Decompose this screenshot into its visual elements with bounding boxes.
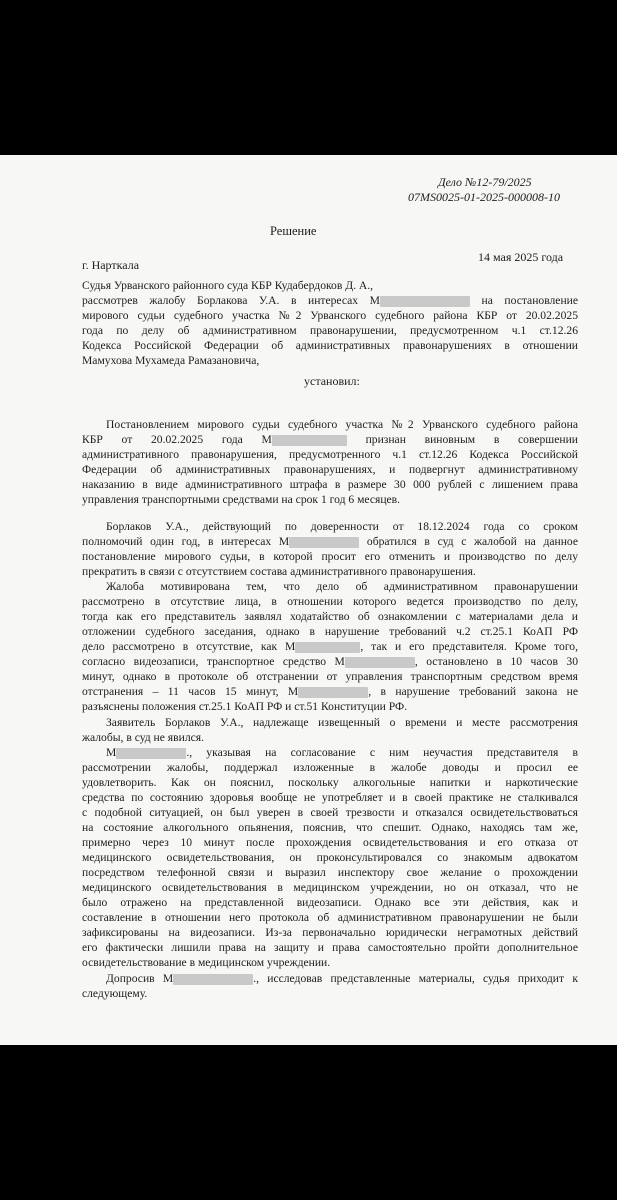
text-fragment: на постановление	[469, 294, 579, 307]
text-line	[82, 745, 578, 760]
text-line	[82, 699, 578, 714]
text-line	[82, 417, 578, 432]
text-fragment: года по делу об административном правонарушении, предусмотренном ч.1 ст.12.26	[82, 324, 578, 337]
text-fragment: административного правонарушения, предусмотренного ч.1 ст.12.26 Кодекса Российской	[82, 448, 578, 461]
text-line	[82, 910, 578, 925]
text-line	[82, 278, 578, 293]
text-fragment: , остановлено в 10 часов 30	[414, 655, 578, 668]
text-fragment: ., указывая на согласование с ним неучастия представителя в	[186, 746, 578, 759]
text-fragment: дело рассмотрено в отсутствие, как М	[82, 640, 296, 653]
text-line	[82, 684, 578, 699]
text-fragment: рассмотрено в отсутствие лица, в отношении которого ведется производство по делу,	[82, 595, 578, 608]
text-fragment: его фактически лишили права на защиту и права самостоятельно пройти дополнительное	[82, 941, 578, 954]
text-line	[82, 477, 578, 492]
text-line	[82, 624, 578, 639]
text-line	[82, 338, 578, 353]
text-line	[82, 820, 578, 835]
text-fragment: Борлаков У.А., действующий по доверенности от 18.12.2024 года со сроком	[106, 520, 578, 533]
text-fragment: освидетельствование в медицинском учреждении.	[82, 956, 331, 969]
text-line	[82, 925, 578, 940]
text-fragment: Мамухова Мухамеда Рамазановича,	[82, 354, 260, 367]
text-line	[82, 549, 578, 564]
text-line	[82, 432, 578, 447]
text-line	[82, 579, 578, 594]
text-line	[82, 462, 578, 477]
text-fragment: Допросив М	[106, 972, 174, 985]
text-fragment: полномочий один год, в интересах М	[82, 535, 290, 548]
text-fragment: КБР от 20.02.2025 года М	[82, 433, 272, 446]
text-line	[82, 534, 578, 549]
text-line	[82, 850, 578, 865]
redacted-name	[298, 687, 368, 698]
text-fragment: минут, однако в протоколе об отстранении от управления транспортным средством время	[82, 670, 578, 683]
text-line	[82, 880, 578, 895]
text-fragment: М	[106, 746, 117, 759]
text-fragment: рассмотрев жалобу Борлакова У.А. в интересах М	[82, 294, 380, 307]
text-fragment: наказанию в виде административного штрафа в размере 30 000 рублей с лишением права	[82, 478, 578, 491]
text-line	[82, 835, 578, 850]
text-fragment: на состояние алкогольного опьянения, пояснив, что спешит. Однако, находясь там же,	[82, 821, 578, 834]
text-line	[82, 730, 578, 745]
text-fragment: жалобы, в суд не явился.	[82, 731, 204, 744]
text-fragment: постановление мирового судьи, в которой просит его отменить и производство по делу	[82, 550, 578, 563]
text-fragment: отложении судебного заседания, однако в нарушение требований ч.2 ст.25.1 КоАП РФ	[82, 625, 578, 638]
text-line	[82, 760, 578, 775]
text-line	[82, 323, 578, 338]
text-line	[82, 609, 578, 624]
text-line	[82, 865, 578, 880]
text-fragment: согласно видеозаписи, транспортное средство М	[82, 655, 345, 668]
text-fragment: отстранения – 11 часов 15 минут, М	[82, 685, 299, 698]
redacted-name	[295, 642, 360, 653]
text-fragment: Кодекса Российской Федерации об административных правонарушениях в отношении	[82, 339, 578, 352]
text-fragment: было отражено на представленной видеозаписи. Однако все эти действия, как и	[82, 896, 578, 909]
text-line	[82, 654, 578, 669]
case-number: Дело №12-79/2025	[438, 175, 532, 189]
text-fragment: , в нарушение требований закона не	[368, 685, 578, 698]
text-fragment: медицинского освидетельствования, он проконсультировался со знакомым адвокатом	[82, 851, 578, 864]
text-fragment: Федерации об административных правонарушениях, и подвергнут административному	[82, 463, 578, 476]
text-fragment: примерно через 10 минут после прохождения освидетельствования и его отказа от	[82, 836, 578, 849]
redacted-name	[289, 537, 359, 548]
text-line	[82, 669, 578, 684]
text-line	[82, 293, 578, 308]
text-fragment: прекратить в связи с отсутствием состава административного правонарушения.	[82, 565, 476, 578]
text-line	[82, 955, 578, 970]
text-line	[82, 790, 578, 805]
text-line	[82, 594, 578, 609]
document-page	[0, 155, 617, 1045]
text-fragment: рассмотрении жалобы, поддержал изложенные в жалобе доводы и просил ее	[82, 761, 578, 774]
text-fragment: удовлетворить. Как он пояснил, поскольку алкогольные напитки и наркотические	[82, 776, 578, 789]
text-line	[82, 492, 578, 507]
text-fragment: ., исследовав представленные материалы, судья приходит к	[253, 972, 578, 985]
text-fragment: , так и его представителя. Кроме того,	[360, 640, 578, 653]
text-fragment: зафиксированы на видеозаписи. Из-за первоначально юридически неграмотных действий	[82, 926, 578, 939]
decision-date: 14 мая 2025 года	[478, 250, 564, 264]
text-line	[82, 308, 578, 323]
text-fragment: мирового судьи судебного участка №2 Урванского судебного района КБР от 20.02.2025	[82, 309, 578, 322]
text-fragment: Жалоба мотивирована тем, что дело об административном правонарушении	[106, 580, 578, 593]
redacted-name	[345, 657, 415, 668]
text-fragment: разъяснены положения ст.25.1 КоАП РФ и ст.51 Конституции РФ.	[82, 700, 408, 713]
text-fragment: признан виновным в совершении	[346, 433, 578, 446]
text-line	[82, 715, 578, 730]
text-fragment: Судья Урванского районного суда КБР Кудабердоков Д. А.,	[82, 279, 374, 292]
case-uid: 07MS0025-01-2025-000008-10	[408, 190, 560, 204]
redacted-name	[116, 748, 186, 759]
text-fragment: обратился в суд с жалобой на данное	[359, 535, 579, 548]
text-fragment: посредством телефонной связи и выразил инспектору свое желание о прохождении	[82, 866, 578, 879]
text-fragment: тогда как его представитель заявлял ходатайство об ознакомлении с материалами дела и	[82, 610, 578, 623]
text-line	[82, 775, 578, 790]
text-fragment: средства по состоянию здоровья вообще не употребляет и в своей практике не сталкивался	[82, 791, 578, 804]
text-line	[82, 986, 578, 1001]
text-fragment: Заявитель Борлаков У.А., надлежаще извещенный о времени и месте рассмотрения	[106, 716, 578, 729]
text-line	[82, 564, 578, 579]
text-line	[82, 940, 578, 955]
text-fragment: медицинского освидетельствования в медицинском учреждении, но он отказал, что не	[82, 881, 578, 894]
established-heading: установил:	[304, 374, 360, 388]
text-fragment: следующему.	[82, 987, 148, 1000]
text-fragment: Постановлением мирового судьи судебного участка №2 Урванского судебного района	[106, 418, 578, 431]
redacted-name	[173, 974, 253, 985]
text-fragment: с подобной ситуацией, он был уверен в своей трезвости и отказался освидетельствоваться	[82, 806, 578, 819]
redacted-name	[380, 296, 470, 307]
text-line	[82, 971, 578, 986]
text-line	[82, 353, 578, 368]
text-line	[82, 639, 578, 654]
text-line	[82, 447, 578, 462]
city: г. Нарткала	[82, 258, 140, 272]
text-line	[82, 519, 578, 534]
text-fragment: составление в отношении него протокола об административном правонарушении не были	[82, 911, 578, 924]
text-fragment: управления транспортными средствами на срок 1 год 6 месяцев.	[82, 493, 401, 506]
redacted-name	[272, 435, 347, 446]
document-title: Решение	[270, 224, 317, 238]
text-line	[82, 805, 578, 820]
text-line	[82, 895, 578, 910]
